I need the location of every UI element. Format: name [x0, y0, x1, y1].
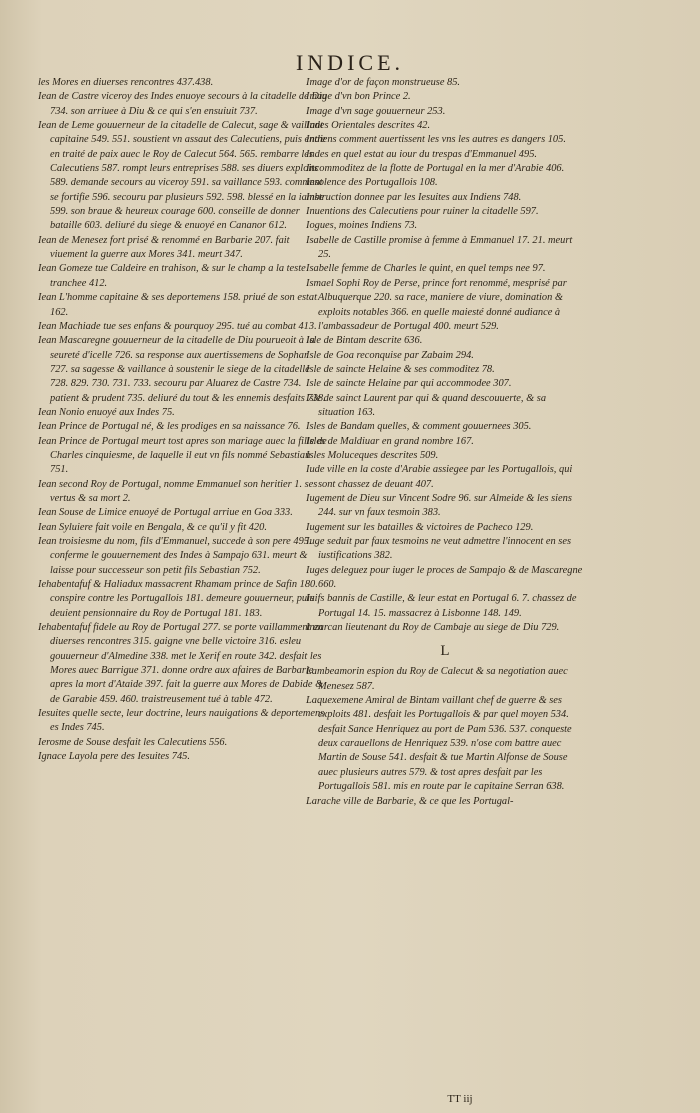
index-entry: Image d'vn sage gouuerneur 253.: [306, 105, 446, 117]
index-entry: Iugement de Dieu sur Vincent Sodre 96. sur Almeide & les siens 244. sur vn faux tesmoin 383.: [306, 492, 572, 519]
index-entry: Iean de Leme gouuerneur de la citadelle de Calecut, sage & vaillant capitaine 549. 551. soustient vn assaut des Calecutiens, puis entre en traité de paix auec le Roy de Calecut 564. 565. rembarre les Calecutiens 587. rompt leurs entreprises 588. ses diuers exploits 589. demande secours au viceroy 591. sa vaillance 593. comment se fortifie 596. secouru par plusieurs 592. 598. blessé en la iambe 599. son braue & heureux courage 600. conseille de donner bataille 603. deliuré du siege & enuoyé en Cananor 612.: [38, 120, 326, 232]
index-entry: Iean troisiesme du nom, fils d'Emmanuel, succede à son pere 495. conferme le gouuernement des Indes à Sampajo 631. meurt & laisse pour successeur son petit fils Sebastian 752.: [38, 536, 312, 576]
index-entry: Isles de Maldiuar en grand nombre 167.: [306, 435, 474, 447]
index-entry: Laquexemene Amiral de Bintam vaillant chef de guerre & ses exploits 481. desfait les Portugallois & par quel moyen 534. desfait Sance Henriquez au port de Pam 536. 537. conqueste deux carauellons de Henriquez 539. n'ose com battre auec Martin de Souse 541. desfait & tue Martin Alfonse de Souse auec plusieurs autres 579. & tost apres desfait par les Portugallois 581. mis en route par le capitaine Serran 638.: [306, 695, 572, 793]
index-entry: Isle de Goa reconquise par Zabaim 294.: [306, 349, 474, 361]
section-letter-l: L: [440, 643, 450, 660]
index-entry: Iuifs bannis de Castille, & leur estat en Portugal 6. 7. chassez de Portugal 14. 15. massacrez à Lisbonne 148. 149.: [306, 593, 577, 619]
index-entry: Iogues, moines Indiens 73.: [306, 220, 418, 232]
index-entry: Iean Nonio enuoyé aux Indes 75.: [38, 406, 175, 418]
index-entry: Isles Moluceques descrites 509.: [306, 449, 439, 461]
index-entry: Indes en quel estat au iour du trespas d'Emmanuel 495.: [306, 148, 537, 160]
i-entries-continued: [306, 76, 584, 635]
index-entry: Iean Prince de Portugal meurt tost apres son mariage auec la fille de Charles cinquiesme, de laquelle il eut vn fils nommé Sebastian 751.: [38, 435, 327, 476]
index-entry: Ignace Layola pere des Iesuites 745.: [38, 751, 190, 763]
index-entry: Iehabentafuf & Haliadux massacrent Rhamam prince de Safin 180. conspire contre les Portugallois 181. demeure gouuerneur, puis deuient pensionnaire du Roy de Portugal 181. 183.: [38, 579, 318, 619]
index-entry: Instruction donnee par les Iesuites aux Indiens 748.: [306, 191, 522, 203]
index-entry: Iean Mascaregne gouuerneur de la citadelle de Diu pourueoit à la seureté d'icelle 726. sa response aux auertissemens de Sophar 727. sa sagesse & vaillance à soustenir le siege de la citadelle 728. 829. 730. 731. 733. secouru par Aluarez de Castre 734. patient & prudent 735. deliuré du tout & les ennemis desfaits 738.: [38, 335, 326, 404]
index-entry: Iean Machiade tue ses enfans & pourquoy 295. tué au combat 413.: [38, 320, 317, 332]
index-entry: Iean Souse de Limice enuoyé de Portugal arriue en Goa 333.: [38, 507, 293, 519]
index-entry: Iean L'homme capitaine & ses deportemens 158. priué de son estat 162.: [38, 292, 317, 318]
index-entry: Image d'vn bon Prince 2.: [306, 91, 411, 103]
index-entry: Isles de Bandam quelles, & comment gouuernees 305.: [306, 421, 532, 433]
index-entry: Iean Gomeze tue Caldeire en trahison, & sur le champ a la teste tranchee 412.: [38, 263, 306, 289]
l-entries: [306, 665, 584, 808]
index-entry: Larache ville de Barbarie, & ce que les Portugal-: [306, 795, 514, 807]
signature-mark: TT iij: [447, 1093, 473, 1105]
index-entry: Image d'or de façon monstrueuse 85.: [306, 77, 461, 88]
index-entry: Insolence des Portugallois 108.: [306, 177, 438, 189]
index-entry: Iean second Roy de Portugal, nomme Emmanuel son heritier 1. ses vertus & sa mort 2.: [38, 478, 318, 504]
index-entry: Iean de Castre viceroy des Indes enuoye secours à la citadelle de Diu 734. son arriuee à Diu & ce qui s'en ensuiuit 737.: [38, 91, 327, 117]
index-entry: Lambeamorin espion du Roy de Calecut & sa negotiation auec Menesez 587.: [306, 666, 568, 692]
index-entry: Isle de Bintam descrite 636.: [306, 335, 423, 347]
index-entry: Iean Syluiere fait voile en Bengala, & ce qu'il y fit 420.: [38, 521, 267, 533]
index-entry: Indiens comment auertissent les vns les autres es dangers 105.: [306, 134, 566, 146]
index-entry: Indes Orientales descrites 42.: [306, 120, 431, 132]
index-entry: Inzarcan lieutenant du Roy de Cambaje au siege de Diu 729.: [306, 622, 560, 634]
index-entry: Ierosme de Souse desfait les Calecutiens 556.: [38, 736, 228, 748]
index-entry: Isle de saincte Helaine & ses commoditez 78.: [306, 363, 495, 375]
index-entry: Incommoditez de la flotte de Portugal en la mer d'Arabie 406.: [306, 163, 565, 175]
index-entry: Iean Prince de Portugal né, & les prodiges en sa naissance 76.: [38, 421, 301, 433]
index-entry: Iugement sur les batailles & victoires de Pacheco 129.: [306, 521, 534, 533]
index-entry: Iuges deleguez pour iuger le proces de Sampajo & de Mascaregne 660.: [306, 564, 583, 591]
page-title: INDICE.: [295, 50, 405, 75]
left-column: [38, 76, 328, 765]
index-entry: les Mores en diuerses rencontres 437.438.: [38, 77, 214, 88]
right-column: [306, 76, 584, 809]
index-entry: Ismael Sophi Roy de Perse, prince fort renommé, mesprisé par Albuquerque 220. sa race, maniere de viure, domination & exploits notables 366. en quelle maiesté donné audiance à l'ambassadeur de Portugal 400. meurt 529.: [306, 277, 567, 332]
index-entry: Isabelle de Castille promise à femme à Emmanuel 17. 21. meurt 25.: [306, 234, 573, 261]
index-entry: Isle de sainct Laurent par qui & quand descouuerte, & sa situation 163.: [306, 392, 547, 418]
index-entry: Iuge seduit par faux tesmoins ne veut admettre l'innocent en ses iustifications 382.: [306, 536, 572, 562]
index-entry: Isle de saincte Helaine par qui accommodee 307.: [306, 378, 512, 390]
index-entry: Iesuites quelle secte, leur doctrine, leurs nauigations & deportemens es Indes 745.: [38, 708, 325, 734]
index-entry: Iude ville en la coste d'Arabie assiegee par les Portugallois, qui sont chassez de deuant 407.: [306, 464, 573, 490]
index-entry: Iean de Menesez fort prisé & renommé en Barbarie 207. fait viuement la guerre aux Mores 341. meurt 347.: [38, 234, 290, 261]
index-entry: Iehabentafuf fidele au Roy de Portugal 277. se porte vaillamment en diuerses rencontres 315. gaigne vne belle victoire 316. esleu gouuerneur d'Almedine 338. met le Xerif en route 342. desfait les Mores auec Barrigue 371. donne ordre aux afaires de Barbarie apres la mort d'Ataide 397. fait la guerre aux Mores de Dabide & de Garabie 459. 460. traistreusement tué à table 472.: [38, 622, 324, 705]
index-entry: Inuentions des Calecutiens pour ruiner la citadelle 597.: [306, 206, 539, 218]
index-entry: Isabelle femme de Charles le quint, en quel temps nee 97.: [306, 263, 546, 275]
